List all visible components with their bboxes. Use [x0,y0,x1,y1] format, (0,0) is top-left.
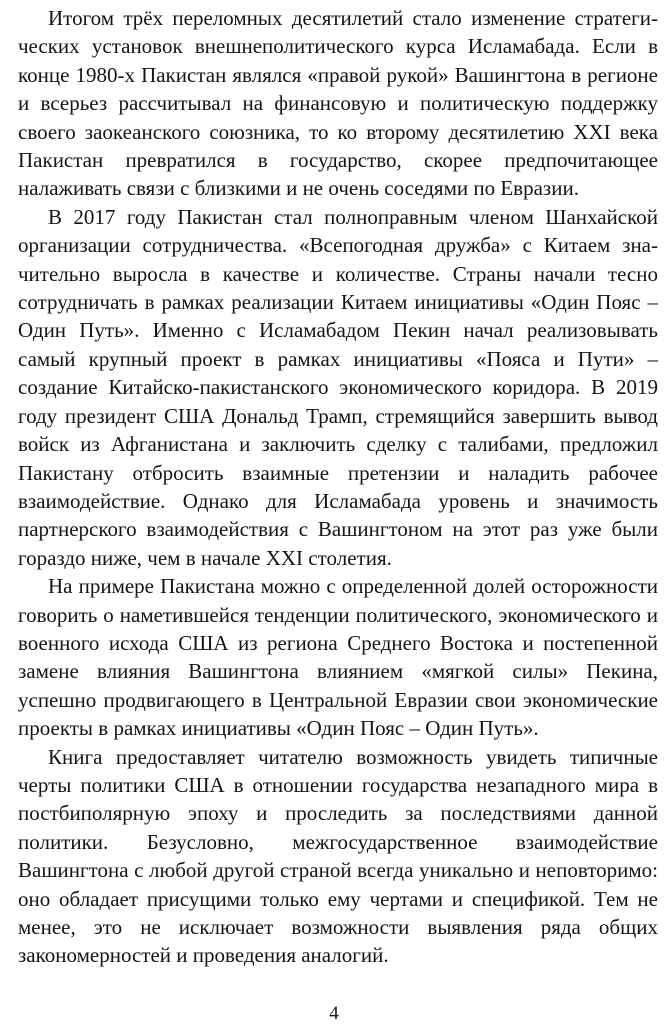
paragraph-4: Книга предоставляет читателю возможность увидеть типичные черты политики США в отношении государства незападного мира в постбиполярную эпоху и проследить за последствиями данной политики. Безусловно, межгосударственное взаимодействие Вашингтона с любой другой страной всегда уникально и неповторимо: оно обладает присущими только ему чертами и спецификой. Тем не менее, это не исключает возможности выявления ряда общих закономерностей и проведения аналогий. [18,744,658,968]
paragraph-2: В 2017 году Пакистан стал полноправным членом Шанхайской организации сотрудничества. «Всепогодная дружба» с Китаем значительно выросла в качестве и количестве. Страны начали тесно сотрудничать в рамках реализации Китаем инициативы «Один Пояс – Один Путь». Именно с Исламабадом Пекин начал реализовывать самый крупный проект в рамках инициативы «Пояса и Пути» – создание Китайско-пакистанского экономического коридора. В 2019 году президент США Дональд Трамп, стремящийся завершить вывод войск из Афганистана и заключить сделку с талибами, предложил Пакистану отбросить взаимные претензии и наладить рабочее взаимодействие. Однако для Исламабада уровень и значимость партнерского взаимодействия с Вашингтоном на этот раз уже были гораздо ниже, чем в начале XXI столетия. [18,204,658,570]
paragraph-3: На примере Пакистана можно с определенной долей осторожности говорить о наметившейся тенденции политического, экономического и военного исхода США из региона Среднего Востока и постепенной замене влияния Вашингтона влиянием «мягкой силы» Пекина, успешно продвигающего в Центральной Евразии свои экономические проекты в рамках инициативы «Один Пояс – Один Путь». [18,574,658,741]
page-number: 4 [329,1003,339,1024]
page-body [18,4,658,970]
paragraph-1: Итогом трёх переломных десятилетий стало изменение стратегических установок внешнеполитического курса Исламабада. Если в конце 1980-х Пакистан являлся «правой рукой» Вашингтона в регионе и всерьез рассчитывал на финансовую и политическую поддержку своего заокеанского союзника, то ко второму десятилетию XXI века Пакистан превратился в государство, скорее предпочитающее налаживать связи с близкими и не очень соседями по Евразии. [18,6,658,201]
